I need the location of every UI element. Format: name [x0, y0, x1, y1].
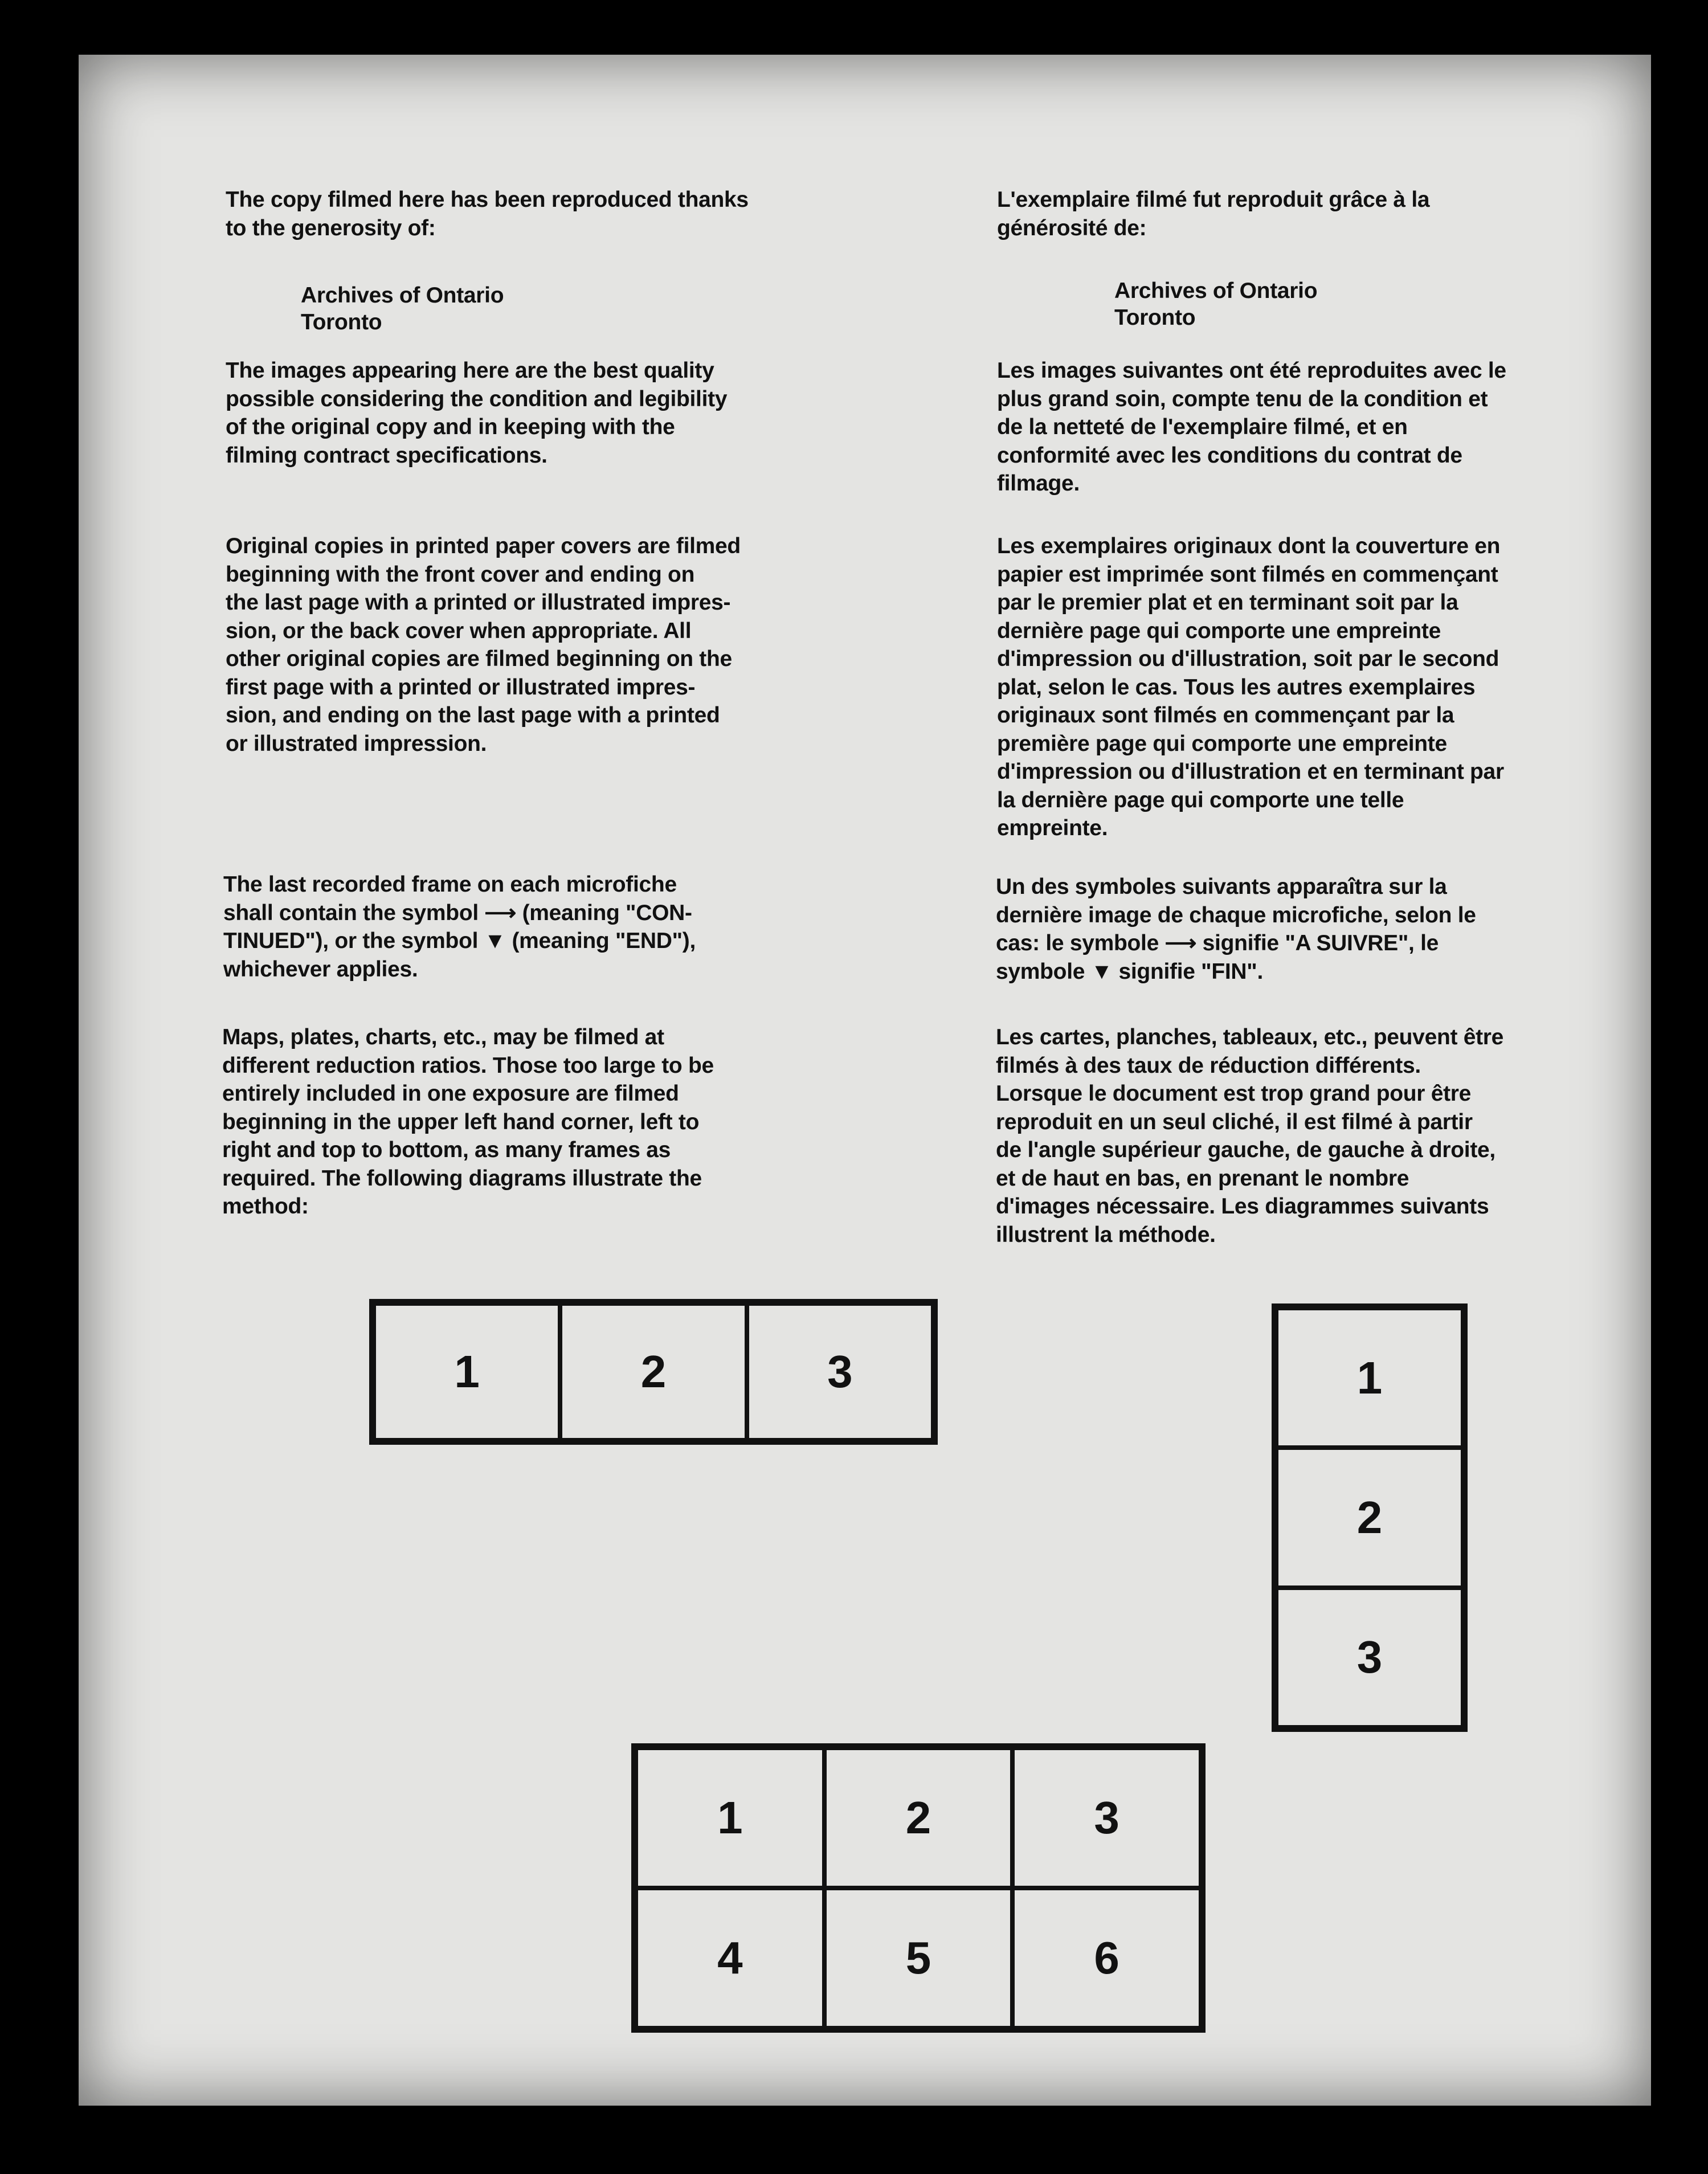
frame-cell: 2 [824, 1748, 1013, 1888]
en-quality: The images appearing here are the best quality possible considering the condition and legibility of the original copy and in keeping with the filming contract specifications. [226, 358, 728, 468]
en-symbols: The last recorded frame on each microfiche shall contain the symbol ⟶ (meaning "CON- TINUED"), or the symbol ▼ (meaning "END"), whichever applies. [223, 872, 696, 982]
frame-cell: 1 [636, 1748, 824, 1888]
fr-maps: Les cartes, planches, tableaux, etc., peuvent être filmés à des taux de réduction différents. Lorsque le document est trop grand pour être reproduit en un seul cliché, il est filmé à partir de l'angle supérieur gauche, de gauche à droite, et de haut en bas, en prenant le nombre d'images nécessaire. Les diagrammes suivants illustrent la méthode. [996, 1025, 1504, 1247]
frame-cell: 3 [747, 1303, 933, 1440]
frame-cell: 6 [1012, 1888, 1201, 2028]
frame-cell: 1 [374, 1303, 560, 1440]
en-institution: Archives of Ontario Toronto [301, 283, 504, 334]
frame-cell: 1 [1276, 1308, 1463, 1448]
frame-cell: 4 [636, 1888, 824, 2028]
en-originals: Original copies in printed paper covers are filmed beginning with the front cover and ending on the last page with a printed or illustrated impres- sion, or the back cover when appropriate. All other original copies are filmed beginning on the first page with a printed or illustrated impres- sion, and ending on the last page with a printed or illustrated impression. [226, 534, 741, 756]
fr-intro: L'exemplaire filmé fut reproduit grâce à la générosité de: [997, 187, 1430, 240]
fr-originals: Les exemplaires originaux dont la couverture en papier est imprimée sont filmés en commençant par le premier plat et en terminant soit par la dernière page qui comporte une empreinte d'impression ou d'illustration, soit par le second plat, selon le cas. Tous les autres exemplaires originaux sont filmés en commençant par la première page qui comporte une empreinte d'impression ou d'illustration et en terminant par la dernière page qui comporte une telle empreinte. [997, 534, 1504, 840]
frame-cell: 2 [1276, 1448, 1463, 1587]
diagram-horizontal [369, 1299, 938, 1445]
en-intro: The copy filmed here has been reproduced thanks to the generosity of: [226, 187, 749, 240]
en-maps: Maps, plates, charts, etc., may be filmed at different reduction ratios. Those too large to be entirely included in one exposure are filmed beginning in the upper left hand corner, left to right and top to bottom, as many frames as required. The following diagrams illustrate the method: [222, 1025, 714, 1219]
frame-cell: 3 [1276, 1588, 1463, 1727]
fr-symbols: Un des symboles suivants apparaîtra sur la dernière image de chaque microfiche, selon le cas: le symbole ⟶ signifie "A SUIVRE", le symbole ▼ signifie "FIN". [996, 874, 1476, 984]
fr-institution: Archives of Ontario Toronto [1114, 279, 1318, 330]
diagram-vertical [1272, 1303, 1468, 1732]
frame-cell: 3 [1012, 1748, 1201, 1888]
diagram-grid [631, 1743, 1206, 2033]
fr-quality: Les images suivantes ont été reproduites avec le plus grand soin, compte tenu de la condition et de la netteté de l'exemplaire filmé, et en conformité avec les conditions du contrat de filmage. [997, 358, 1506, 496]
frame-cell: 5 [824, 1888, 1013, 2028]
frame-cell: 2 [560, 1303, 746, 1440]
